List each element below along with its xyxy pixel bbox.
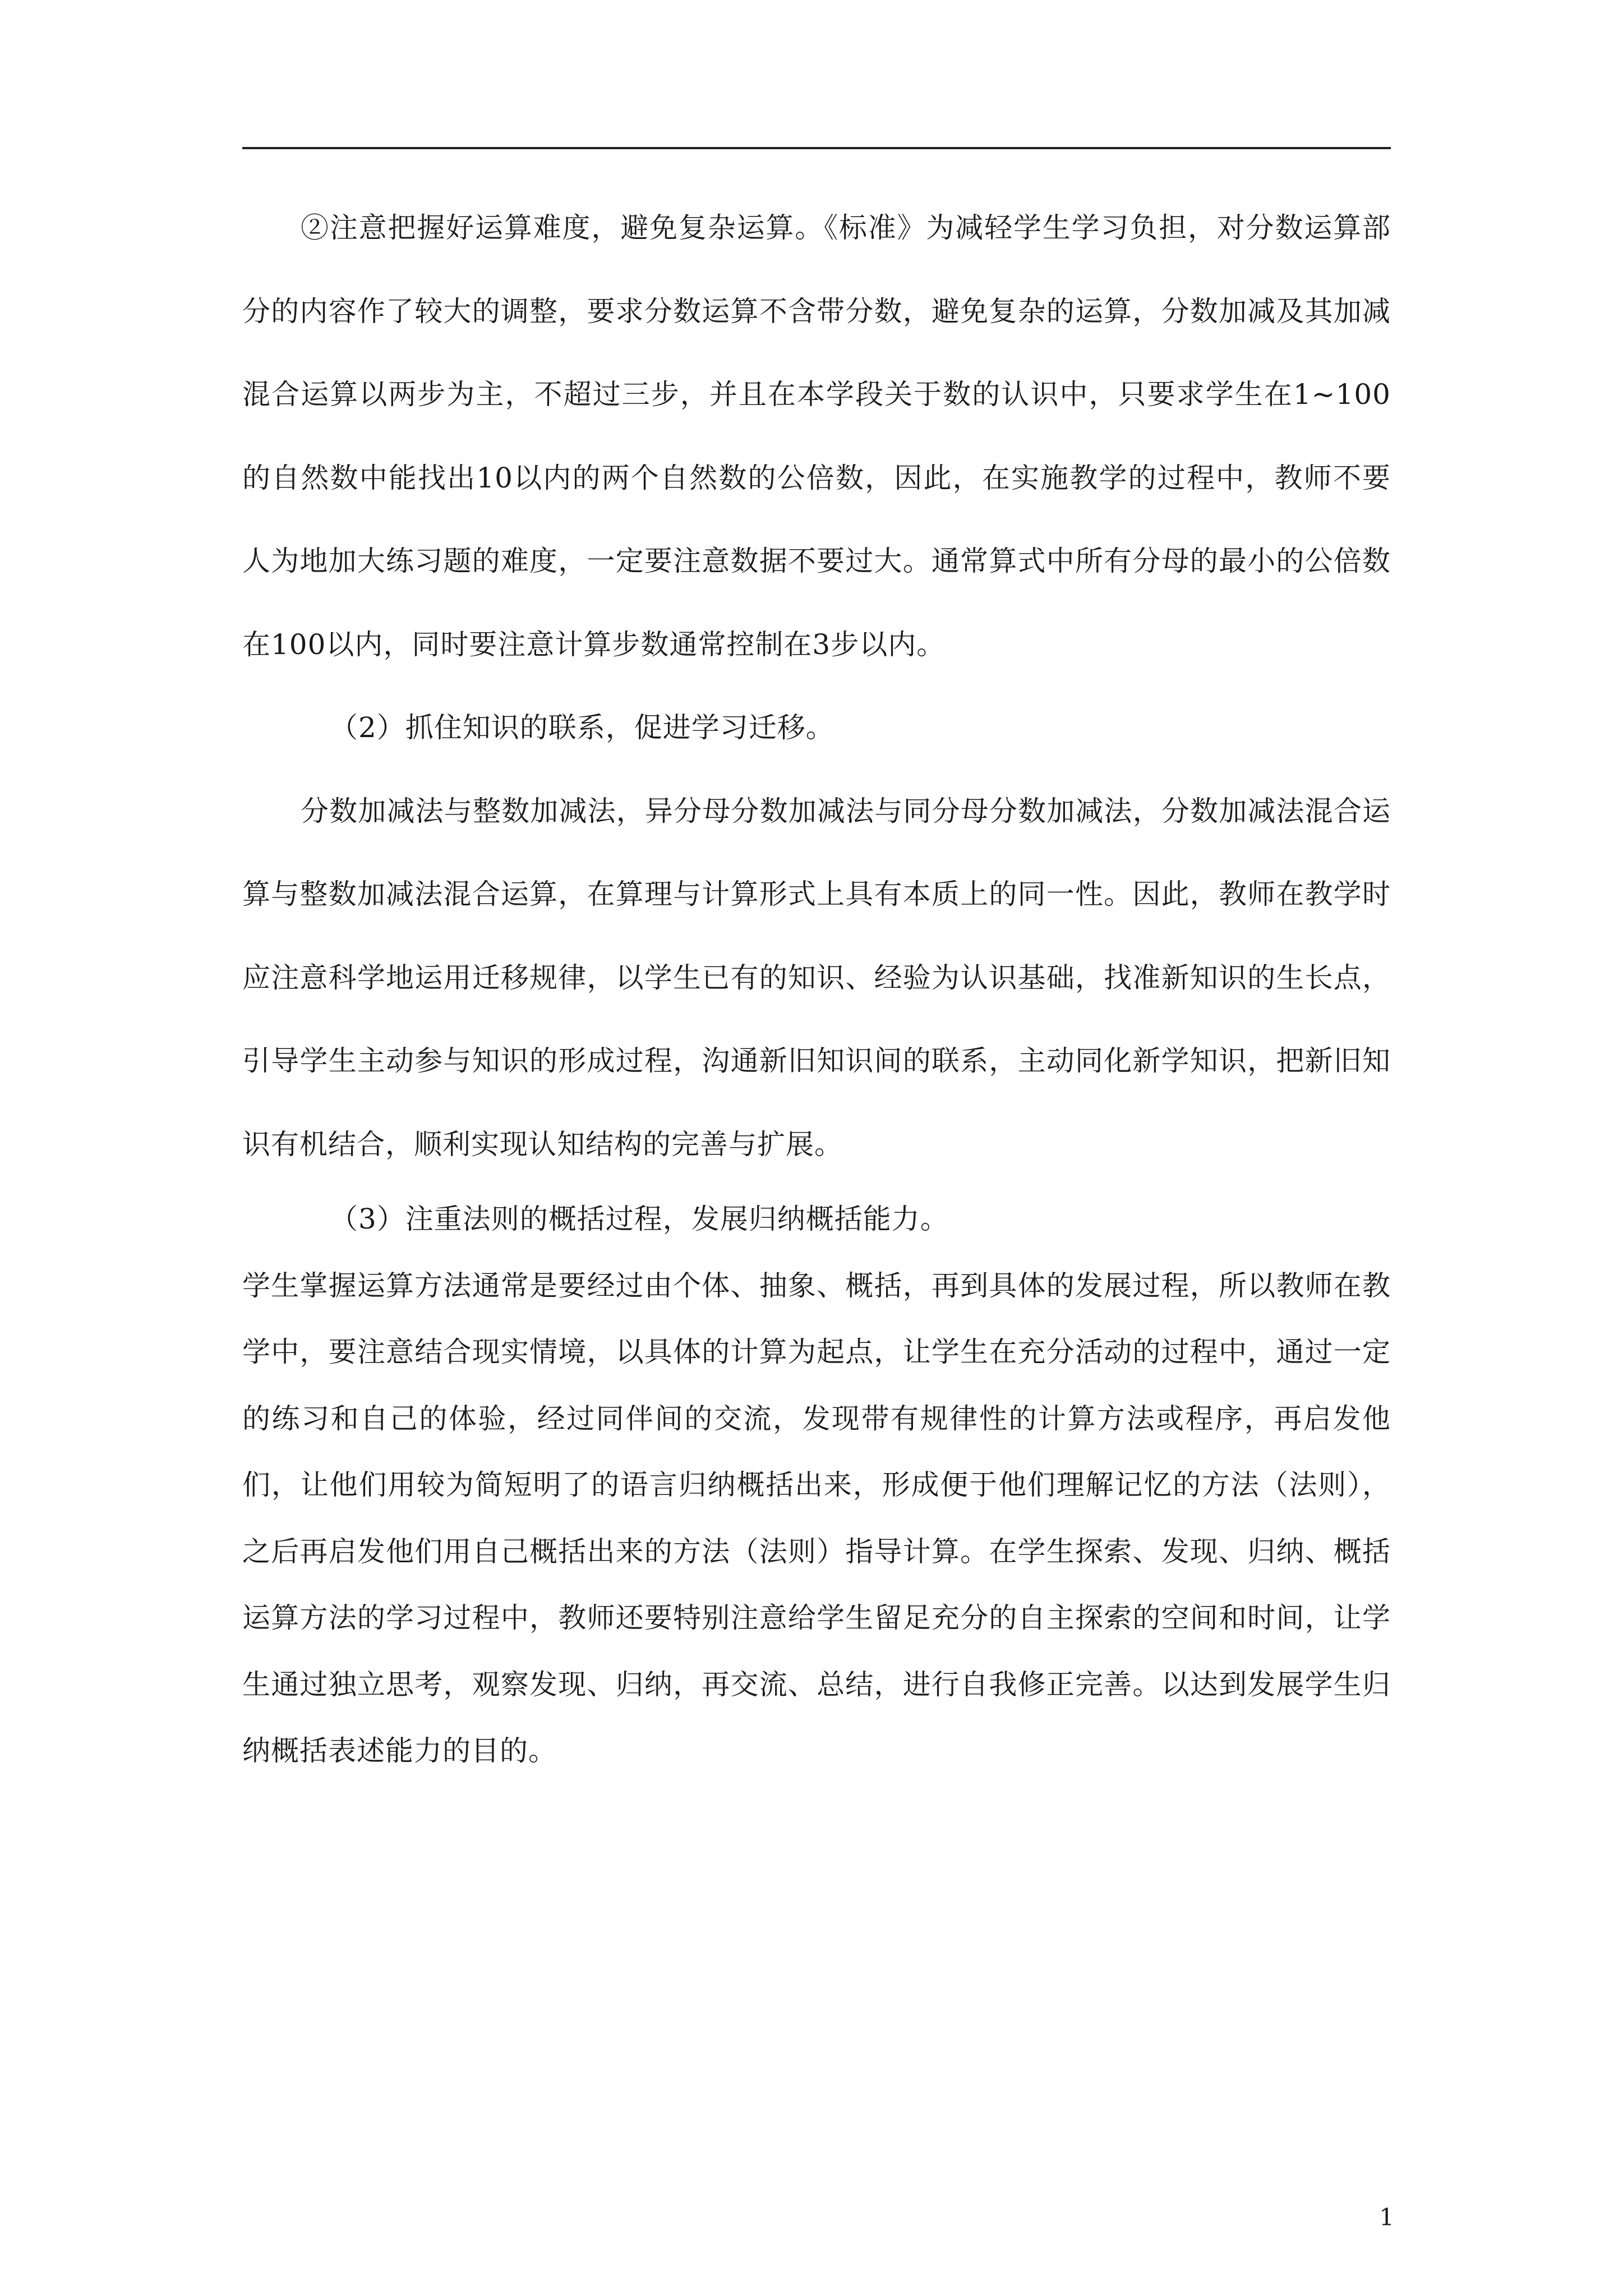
heading-rule-generalization: （3）注重法则的概括过程，发展归纳概括能力。: [330, 1203, 949, 1235]
paragraph-rule-generalization: 学生掌握运算方法通常是要经过由个体、抽象、概括，再到具体的发展过程，所以教师在教学中，要注意结合现实情境，以具体的计算为起点，让学生在充分活动的过程中，通过一定的练习和自己的体验，经过同伴间的交流，发现带有规律性的计算方法或程序，再启发他们，让他们用较为简短明了的语言归纳概括出来，形成便于他们理解记忆的方法（法则），之后再启发他们用自己概括出来的方法（法则）指导计算。在学生探索、发现、归纳、概括运算方法的学习过程中，教师还要特别注意给学生留足充分的自主探索的空间和时间，让学生通过独立思考，观察发现、归纳，再交流、总结，进行自我修正完善。以达到发展学生归纳概括表述能力的目的。: [242, 1269, 1391, 1767]
page-number: 1: [1379, 2203, 1394, 2231]
paragraph-knowledge-transfer: 分数加减法与整数加减法，异分母分数加减法与同分母分数加减法，分数加减法混合运算与整数加减法混合运算，在算理与计算形式上具有本质上的同一性。因此，教师在教学时应注意科学地运用迁移规律，以学生已有的知识、经验为认识基础，找准新知识的生长点，引导学生主动参与知识的形成过程，沟通新旧知识间的联系，主动同化新学知识，把新旧知识有机结合，顺利实现认知结构的完善与扩展。: [242, 794, 1391, 1161]
heading-knowledge-transfer: （2）抓住知识的联系，促进学习迁移。: [330, 711, 834, 744]
header-rule: [242, 147, 1391, 149]
document-body: [242, 186, 1391, 1784]
paragraph-difficulty: ②注意把握好运算难度，避免复杂运算。《标准》为减轻学生学习负担，对分数运算部分的内容作了较大的调整，要求分数运算不含带分数，避免复杂的运算，分数加减及其加减混合运算以两步为主，不超过三步，并且在本学段关于数的认识中，只要求学生在1~100的自然数中能找出10以内的两个自然数的公倍数，因此，在实施教学的过程中，教师不要人为地加大练习题的难度，一定要注意数据不要过大。通常算式中所有分母的最小的公倍数在100以内，同时要注意计算步数通常控制在3步以内。: [242, 211, 1391, 661]
